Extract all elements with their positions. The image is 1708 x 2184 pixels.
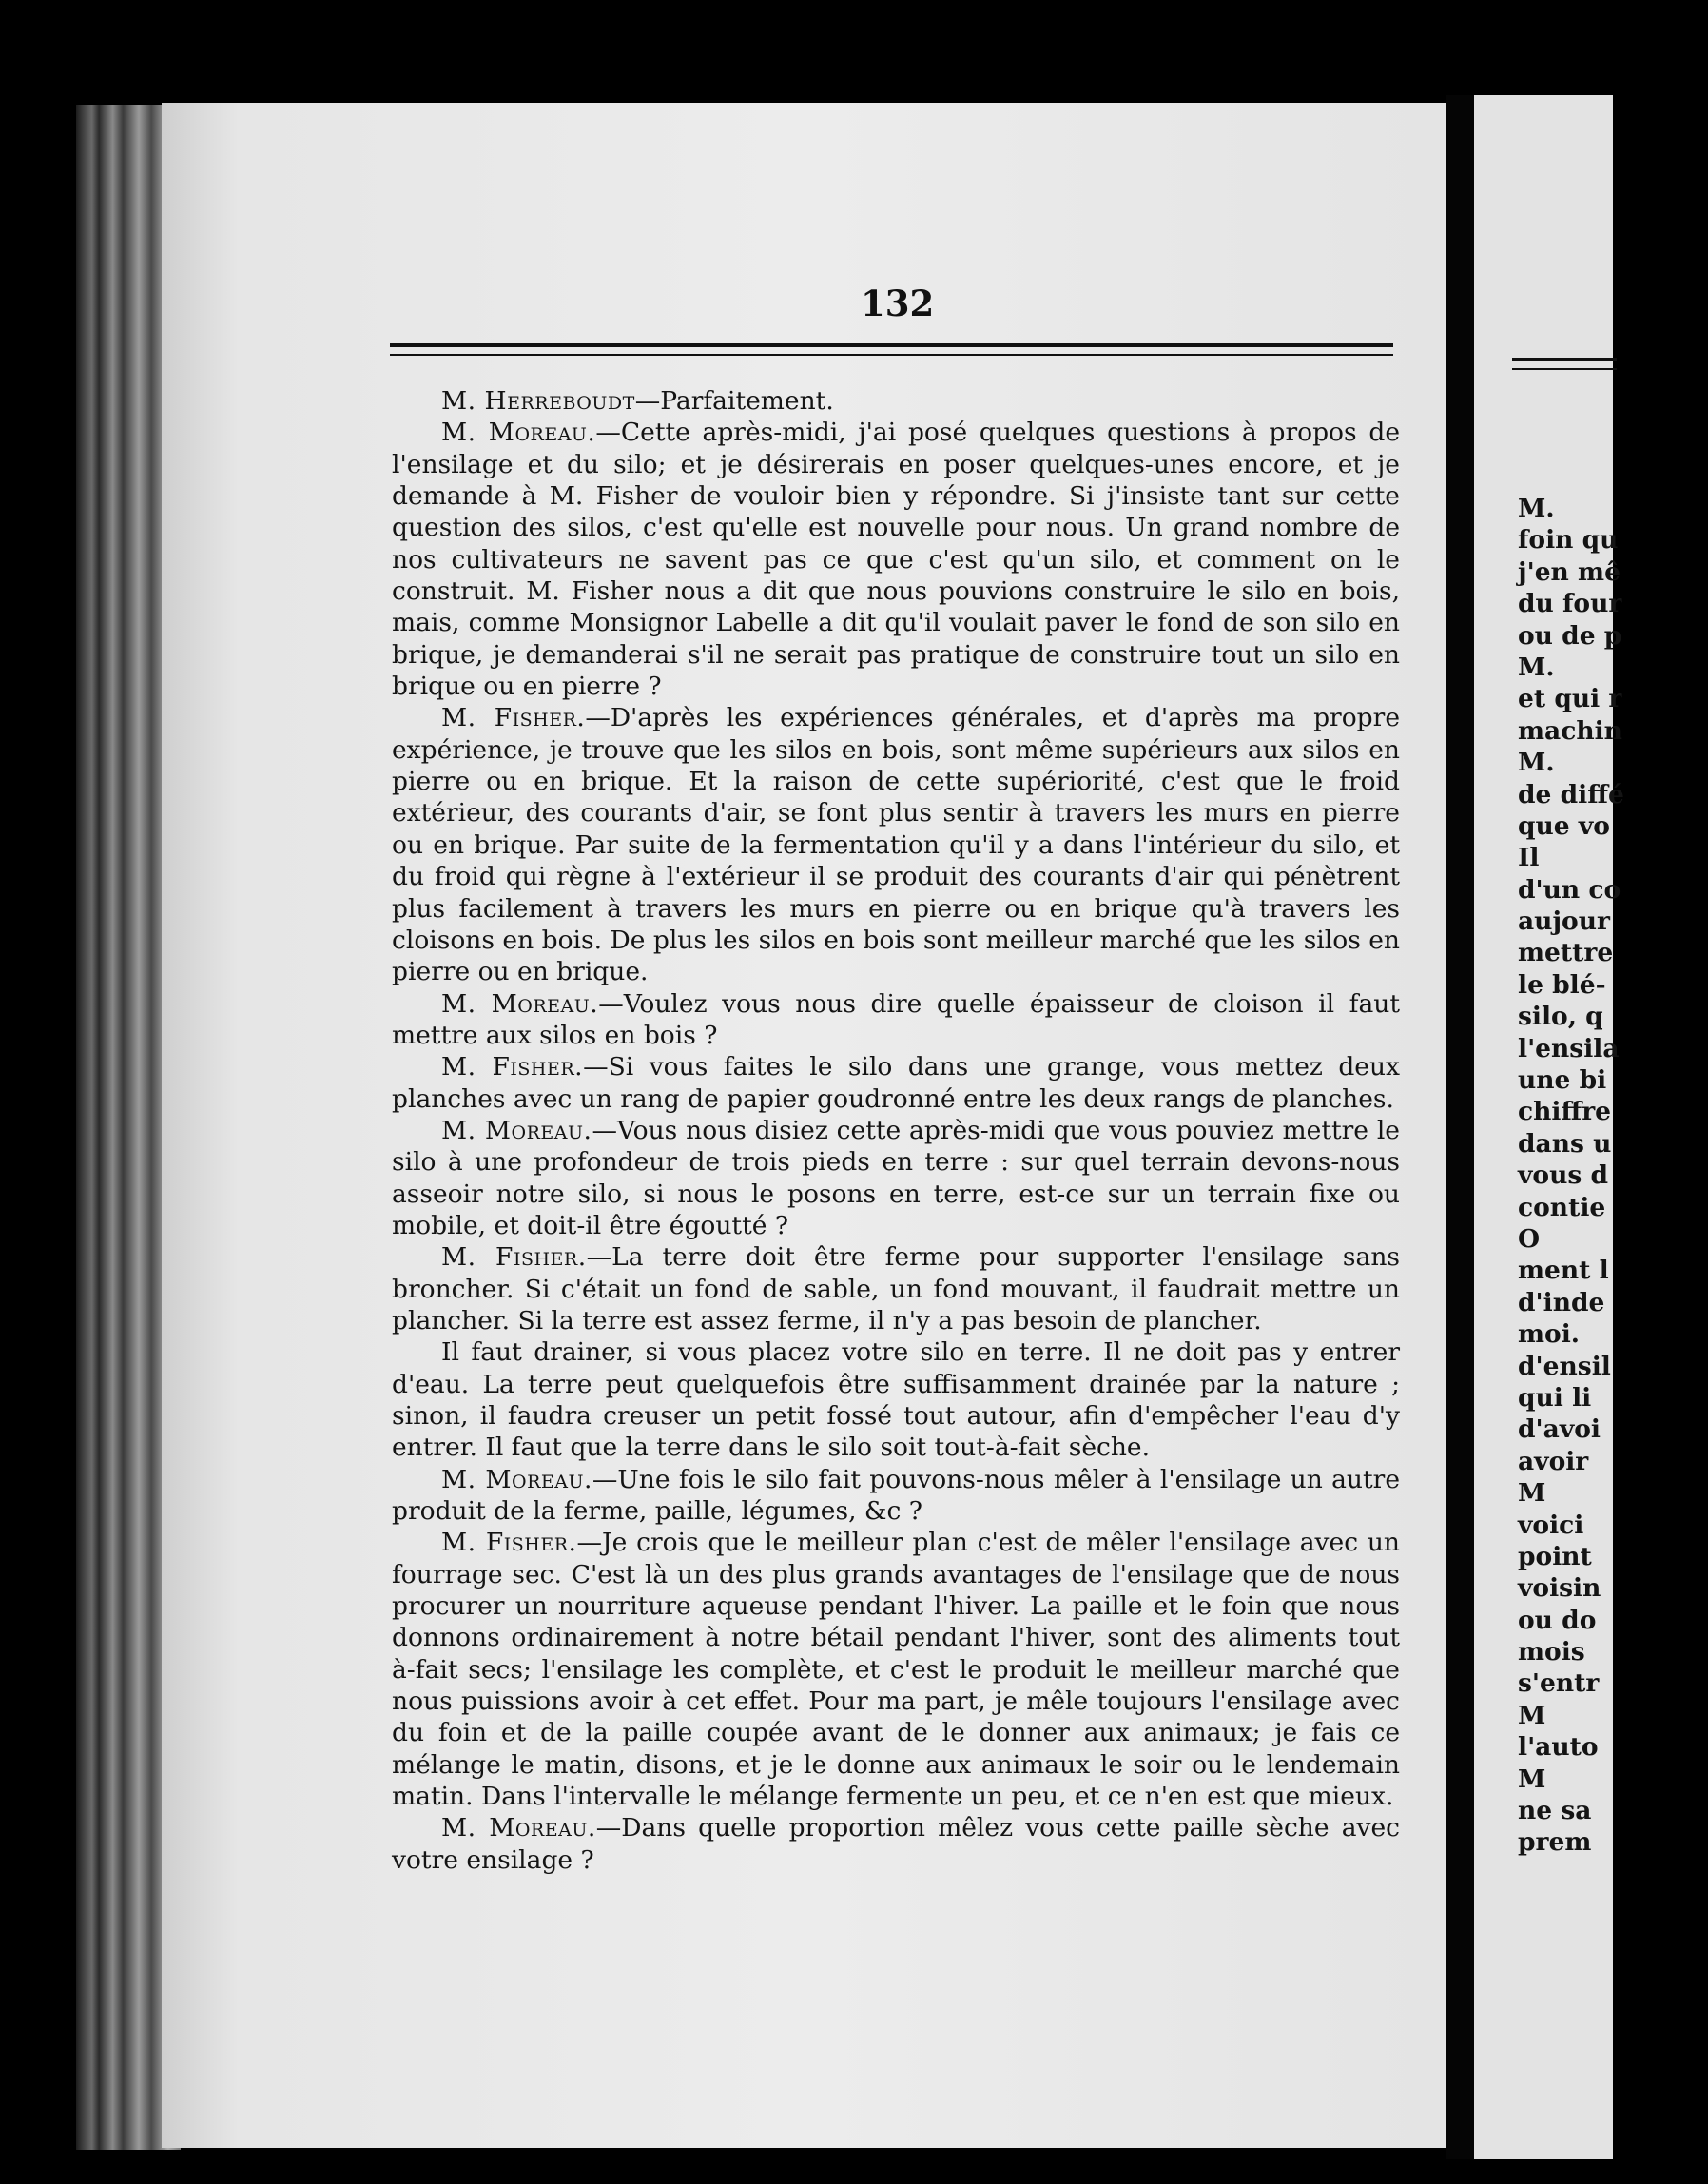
- header-rule-thin: [390, 354, 1393, 356]
- right-header-rule-thin: [1512, 368, 1617, 370]
- paragraph-text: —Parfaitement.: [634, 386, 834, 416]
- paragraph-text: —Cette après-midi, j'ai posé quelques questions à propos de l'ensilage et du silo; et je désirerais en poser quelques-unes encore, et je demande à M. Fisher de vouloir bien y répondre. Si j'insiste tant sur cette question des silos, c'est qu'elle est nouvelle pour nous. Un grand nombre de nos cultivateurs ne savent pas ce que c'est qu'un silo, et comment on le construit. M. Fisher nous a dit que nous pouvions construire le silo en bois, mais, comme Monsignor Labelle a dit qu'il voulait paver le fond de son silo en brique, je demanderai s'il ne serait pas pratique de construire tout un silo en brique ou en pierre ?: [392, 418, 1401, 702]
- paragraph: [392, 1115, 1400, 1241]
- speaker: M. Moreau.: [441, 988, 599, 1019]
- speaker: M. Moreau.: [441, 1464, 592, 1494]
- right-page-text: [1518, 493, 1708, 1859]
- right-page-line: point: [1518, 1541, 1592, 1571]
- paragraph-text: —La terre doit être ferme pour supporter l'ensilage sans broncher. Si c'était un fond de sable, un fond mouvant, il faudrait mettre un plancher. Si la terre est assez ferme, il n'y a pas besoin de plancher.: [392, 1242, 1400, 1336]
- right-page-line: M.: [1518, 652, 1555, 682]
- speaker: M. Herreboudt: [441, 386, 635, 416]
- paragraph: [392, 1241, 1400, 1336]
- paragraph: [392, 1464, 1400, 1528]
- right-page-line: du four: [1518, 589, 1622, 619]
- right-page-line: foin qu: [1518, 525, 1619, 556]
- right-page-line: moi.: [1518, 1319, 1581, 1350]
- right-page-line: M: [1518, 1700, 1546, 1730]
- book-gutter: [1446, 95, 1474, 2159]
- right-page-line: aujour: [1518, 907, 1610, 937]
- paragraph: [392, 1051, 1400, 1115]
- right-page-line: l'ensila: [1518, 1033, 1620, 1063]
- paragraph: [392, 1336, 1400, 1463]
- paragraph-text: —D'après les expériences générales, et d'après ma propre expérience, je trouve que les silos en bois, sont même supérieurs aux silos en pierre ou en brique. Et la raison de cette supériorité, c'est que le froid extérieur, des courants d'air, se font plus sentir à travers les murs en pierre ou en brique. Par suite de la fermentation qu'il y a dans l'intérieur du silo, et du froid qui règne à l'extérieur il se produit des courants d'air qui pénètrent plus facilement à travers les murs en pierre ou en brique qu'à travers les cloisons en bois. De plus les silos en bois sont meilleur marché que les silos en pierre ou en brique.: [392, 703, 1400, 987]
- paragraph-text: —Si vous faites le silo dans une grange, vous mettez deux planches avec un rang de papier goudronné entre les deux rangs de planches.: [392, 1052, 1401, 1114]
- right-page-line: de diffé: [1518, 779, 1624, 809]
- paragraph: [392, 702, 1400, 987]
- right-page-line: M.: [1518, 748, 1555, 778]
- right-page-line: M.: [1518, 494, 1555, 523]
- right-page-line: mettre: [1518, 938, 1614, 968]
- right-page: [1474, 95, 1624, 2159]
- right-page-line: d'inde: [1518, 1287, 1605, 1317]
- paragraph-text: Il faut drainer, si vous placez votre silo en terre. Il ne doit pas y entrer d'eau. La terre peut quelquefois être suffisamment drainée par la nature ; sinon, il faudra creuser un petit fossé tout autour, afin d'empêcher l'eau d'y entrer. Il faut que la terre dans le silo soit tout-à-fait sèche.: [392, 1337, 1400, 1463]
- right-page-line: M: [1518, 1478, 1546, 1509]
- right-header-rule: [1512, 358, 1617, 361]
- right-page-line: voici: [1518, 1510, 1584, 1540]
- paragraph-text: —Vous nous disiez cette après-midi que vous pouviez mettre le silo à une profondeur de trois pieds en terre : sur quel terrain devons-nous asseoir notre silo, si nous le posons en terre, est-ce sur un terrain fixe ou mobile, et doit-il être égoutté ?: [392, 1115, 1400, 1240]
- right-page-line: j'en mê: [1518, 556, 1621, 587]
- paragraph-text: —Une fois le silo fait pouvons-nous mêler à l'ensilage un autre produit de la ferme, paille, légumes, &c ?: [392, 1464, 1400, 1527]
- speaker: M. Fisher.: [441, 1242, 587, 1273]
- right-page-line: O: [1518, 1223, 1541, 1254]
- right-page-line: le blé-: [1518, 969, 1606, 1000]
- right-page-line: silo, q: [1518, 1002, 1603, 1032]
- header-rule: [390, 343, 1393, 347]
- paragraph: [392, 1527, 1400, 1812]
- right-page-line: ou de p: [1518, 620, 1622, 651]
- right-page-line: M: [1518, 1764, 1546, 1794]
- right-page-line: qui li: [1518, 1382, 1592, 1413]
- right-page-line: chiffre: [1518, 1097, 1612, 1127]
- right-page-line: vous d: [1518, 1160, 1609, 1191]
- paragraph-text: —Voulez vous nous dire quelle épaisseur de cloison il faut mettre aux silos en bois ?: [392, 988, 1400, 1050]
- right-page-line: machin: [1518, 715, 1622, 746]
- right-page-line: ne sa: [1518, 1796, 1592, 1826]
- right-page-line: d'ensil: [1518, 1351, 1611, 1381]
- speaker: M. Fisher.: [441, 703, 586, 733]
- paragraph-text: —Je crois que le meilleur plan c'est de mêler l'ensilage avec un fourrage sec. C'est là un des plus grands avantages de l'ensilage que de nous procurer un nourriture aqueuse pendant l'hiver. La paille et le foin que nous donnons ordinairement à notre bétail pendant l'hiver, sont des aliments tout à-fait secs; l'ensilage les complète, et c'est le produit le meilleur marché que nous puissions avoir à cet effet. Pour ma part, je mêle toujours l'ensilage avec du foin et de la paille coupée avant de le donner aux animaux; je fais ce mélange le matin, disons, et je le donne aux animaux le soir ou le lendemain matin. Dans l'intervalle le mélange fermente un peu, et ce n'en est que mieux.: [392, 1528, 1401, 1812]
- right-page-line: voisin: [1518, 1573, 1601, 1604]
- right-page-line: et qui r: [1518, 684, 1622, 714]
- speaker: M. Fisher.: [441, 1528, 577, 1558]
- right-page-line: mois: [1518, 1637, 1585, 1667]
- right-page-line: prem: [1518, 1827, 1592, 1858]
- speaker: M. Moreau.: [441, 1813, 596, 1843]
- page-number: 132: [861, 283, 935, 324]
- paragraph: [392, 385, 1400, 417]
- paragraph: [392, 417, 1400, 702]
- right-page-line: d'avoi: [1518, 1414, 1601, 1445]
- right-page-line: contie: [1518, 1192, 1606, 1222]
- right-page-line: que vo: [1518, 810, 1610, 841]
- body-text: [392, 385, 1400, 1876]
- right-page-line: dans u: [1518, 1128, 1612, 1159]
- right-page-line: ou do: [1518, 1605, 1597, 1635]
- speaker: M. Moreau.: [441, 1115, 592, 1145]
- right-page-line: ment l: [1518, 1256, 1609, 1286]
- right-page-line: l'auto: [1518, 1732, 1599, 1763]
- right-page-line: une bi: [1518, 1065, 1607, 1096]
- speaker: M. Moreau.: [441, 418, 596, 448]
- right-page-line: d'un co: [1518, 874, 1621, 905]
- right-page-line: Il: [1518, 843, 1540, 873]
- right-page-line: s'entr: [1518, 1668, 1600, 1699]
- speaker: M. Fisher.: [441, 1052, 584, 1082]
- right-page-line: avoir: [1518, 1446, 1589, 1476]
- paragraph-text: —Dans quelle proportion mêlez vous cette paille sèche avec votre ensilage ?: [392, 1813, 1400, 1875]
- paragraph: [392, 1812, 1400, 1876]
- paragraph: [392, 988, 1400, 1052]
